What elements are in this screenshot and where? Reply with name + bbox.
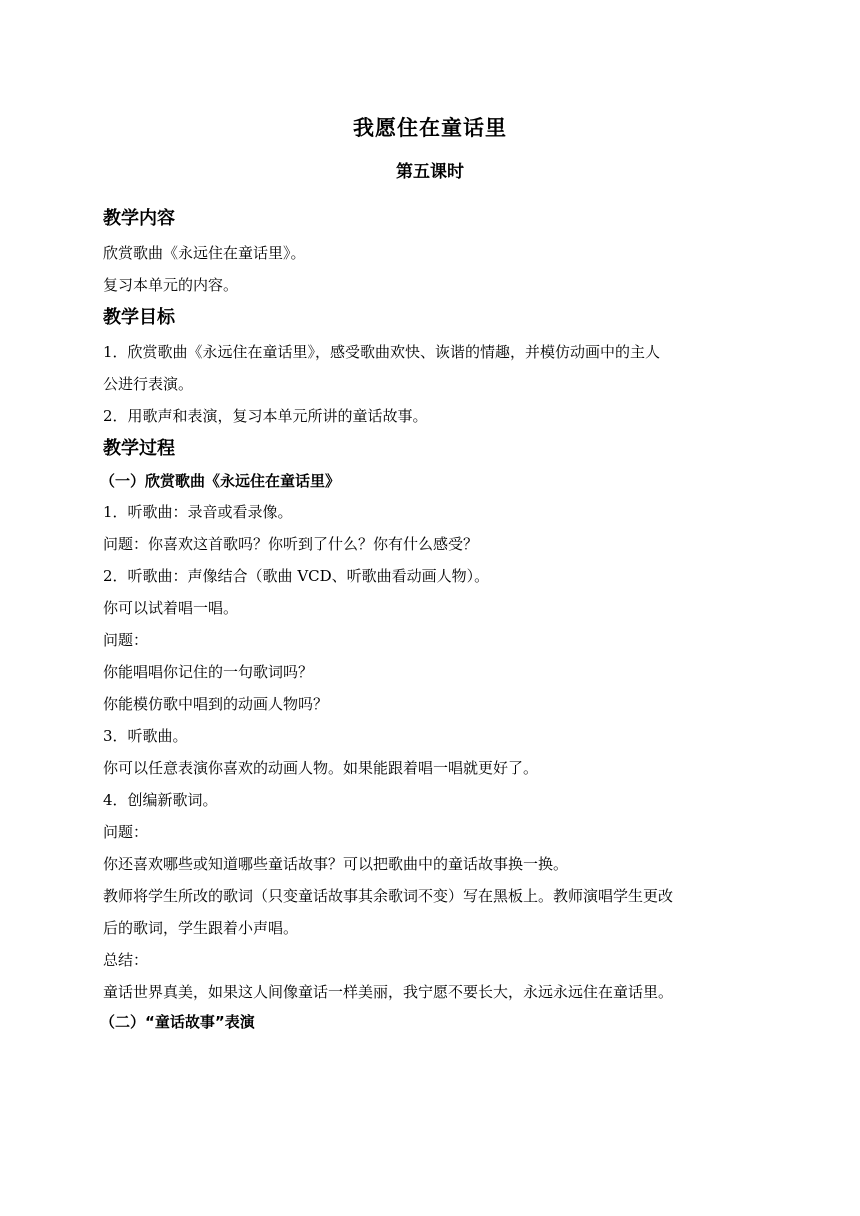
paragraph: 欣赏歌曲《永远住在童话里》。 [103,244,306,262]
paragraph: 复习本单元的内容。 [103,276,239,294]
subsection-heading-part1: （一）欣赏歌曲《永远住在童话里》 [100,472,341,490]
paragraph: 问题：你喜欢这首歌吗？你听到了什么？你有什么感受？ [103,535,479,553]
paragraph: 你可以试着唱一唱。 [103,599,239,617]
section-heading-content: 教学内容 [103,208,175,229]
section-heading-goals: 教学目标 [103,307,175,328]
paragraph: 你能唱唱你记住的一句歌词吗？ [103,663,314,681]
paragraph: 2．听歌曲：声像结合（歌曲 VCD、听歌曲看动画人物）。 [103,567,490,585]
summary-label: 总结： [103,951,149,969]
goal-item-1-line-2: 公进行表演。 [103,375,194,393]
paragraph: 3．听歌曲。 [103,727,188,745]
goal-item-2: 2．用歌声和表演，复习本单元所讲的童话故事。 [103,407,428,425]
document-body [100,202,761,1037]
paragraph: 问题： [103,631,149,649]
teacher-paragraph-line-2: 后的歌词，学生跟着小声唱。 [103,919,299,937]
summary-text: 童话世界真美，如果这人间像童话一样美丽，我宁愿不要长大，永远永远住在童话里。 [103,983,674,1001]
paragraph: 你还喜欢哪些或知道哪些童话故事？可以把歌曲中的童话故事换一换。 [103,855,569,873]
paragraph: 4．创编新歌词。 [103,791,218,809]
goal-item-1-line-1: 1．欣赏歌曲《永远住在童话里》，感受歌曲欢快、诙谐的情趣，并模仿动画中的主人 [103,343,661,361]
paragraph: 1．听歌曲：录音或看录像。 [103,503,293,521]
lesson-subtitle: 第五课时 [396,162,464,182]
subsection-heading-part2: （二）“童话故事”表演 [100,1013,255,1031]
paragraph: 你可以任意表演你喜欢的动画人物。如果能跟着唱一唱就更好了。 [103,759,539,777]
paragraph: 问题： [103,823,149,841]
teacher-paragraph-line-1: 教师将学生所改的歌词（只变童话故事其余歌词不变）写在黑板上。教师演唱学生更改 [103,887,674,905]
document-title: 我愿住在童话里 [353,116,507,140]
paragraph: 你能模仿歌中唱到的动画人物吗？ [103,695,329,713]
section-heading-process: 教学过程 [103,438,175,459]
